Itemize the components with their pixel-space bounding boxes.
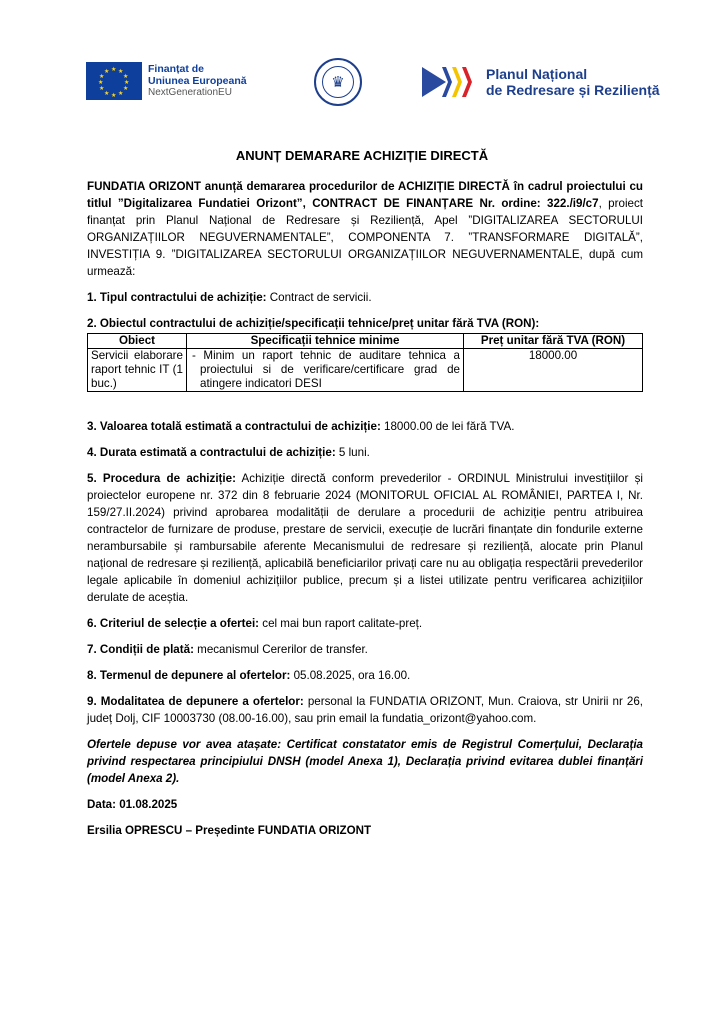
eu-logo-line3: NextGenerationEU	[148, 87, 232, 98]
signature: Ersilia OPRESCU – Președinte FUNDATIA ORIZONT	[87, 824, 372, 837]
cell-obiect: Servicii elaborare raport tehnic IT (1 buc.)	[88, 349, 187, 392]
pnrr-logo-line1: Planul Național	[486, 66, 588, 82]
section-selection-criteria: 6. Criteriul de selecție a ofertei: cel mai bun raport calitate-preț.	[87, 617, 423, 630]
section-payment-conditions: 7. Condiții de plată: mecanismul Cererilor de transfer.	[87, 643, 368, 656]
section-deadline: 8. Termenul de depunere al ofertelor: 05.08.2025, ora 16.00.	[87, 669, 411, 682]
table-header-pret: Preț unitar fără TVA (RON)	[464, 334, 643, 349]
table-header-obiect: Obiect	[88, 334, 187, 349]
cell-specificatii: - Minim un raport tehnic de auditare tehnica a proiectului si de verificare/certificare grad de atingere indicatori DESI	[192, 349, 460, 390]
eu-logo-line2: Uniunea Europeană	[148, 75, 247, 87]
eu-flag-icon: ★ ★ ★ ★ ★ ★ ★ ★ ★ ★ ★ ★	[86, 62, 142, 100]
section-duration: 4. Durata estimată a contractului de achiziție: 5 luni.	[87, 446, 370, 459]
header-logos	[86, 58, 666, 110]
document-body	[87, 178, 643, 839]
pnrr-logo-line2: de Redresare și Reziliență	[486, 82, 660, 98]
eu-logo-line1: Finanțat de	[148, 63, 205, 75]
document-title: ANUNȚ DEMARARE ACHIZIȚIE DIRECTĂ	[235, 148, 489, 163]
document-date: Data: 01.08.2025	[87, 798, 178, 811]
table-header-specificatii: Specificații tehnice minime	[187, 334, 464, 349]
section-total-value: 3. Valoarea totală estimată a contractului de achiziție: 18000.00 de lei fără TVA.	[87, 420, 515, 433]
section-contract-type: 1. Tipul contractului de achiziție: Contract de servicii.	[87, 291, 372, 304]
cell-pret: 18000.00	[464, 349, 643, 392]
section-object-heading: 2. Obiectul contractului de achiziție/specificații tehnice/preț unitar fără TVA (RON):	[87, 317, 540, 330]
romanian-government-seal-icon: ♛	[314, 58, 362, 106]
intro-paragraph: FUNDATIA ORIZONT anunță demararea procedurilor de ACHIZIȚIE DIRECTĂ în cadrul proiectului cu titlul ”Digitalizarea Fundatiei Orizont”, CONTRACT DE FINANȚARE Nr. ordine: 322./i9/c7, proiect finanțat prin Planul Național de Redresare și Reziliență, Apel ”DIGITALIZAREA SECTORULUI ORGANIZAȚIILOR NEGUVERNAMENTALE”, COMPONENTA 7. ”TRANSFORMARE DIGITALĂ”, INVESTIȚIA 9. ”DIGITALIZAREA SECTORULUI ORGANIZAȚIILOR NEGUVERNAMENTALE, după cum urmează:	[87, 180, 643, 278]
section-submission-method: 9. Modalitatea de depunere a ofertelor: personal la FUNDATIA ORIZONT, Mun. Craiova, str Unirii nr 26, județ Dolj, CIF 10003730 (08.00-16.00), sau prin email la fundatia_orizont@yahoo.com.	[87, 695, 644, 725]
table-row	[88, 349, 643, 392]
eu-logo	[86, 62, 247, 100]
specifications-table	[87, 333, 643, 392]
pnrr-logo	[422, 66, 660, 98]
section-procedure: 5. Procedura de achiziție: Achiziție directă conform prevederilor - ORDINUL Ministrului investițiilor și proiectelor europene nr. 372 din 8 februarie 2024 (MONITORUL OFICIAL AL ROMÂNIEI, PARTEA I, Nr. 159/27.II.2024) privind aprobarea modalității de derulare a procedurii de achiziție pentru atribuirea contractelor de furnizare de produse, prestare de servicii, execuție de lucrări finanțate din fondurile externe nerambursabile și rambursabile aferente Mecanismului de redresare și reziliență, alocate prin Planul național de redresare și reziliență, aplicabilă beneficiarilor privați care nu au obligația respectării prevederilor legale aplicabile în domeniul achizițiilor publice, precum și a listei utilizate pentru verificarea achizițiilor derulate de aceștia.	[87, 472, 643, 604]
attachments-note: Ofertele depuse vor avea atașate: Certificat constatator emis de Registrul Comerțului, Declarația privind respectarea principiului DNSH (model Anexa 1), Declarația privind evitarea dublei finanțări (model Anexa 2).	[87, 738, 643, 785]
pnrr-chevrons-icon	[422, 67, 480, 97]
